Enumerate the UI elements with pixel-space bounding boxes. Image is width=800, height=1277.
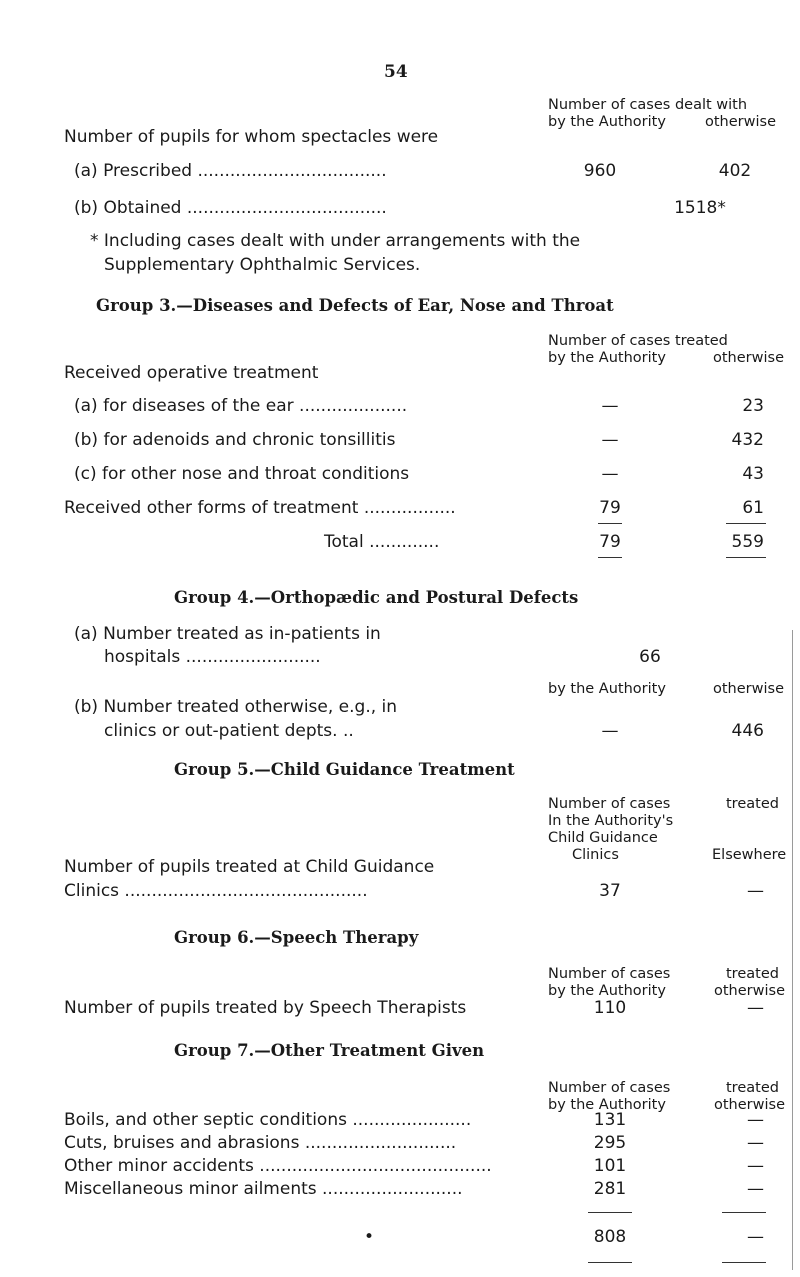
group7-total-otherwise: —	[747, 1227, 764, 1247]
spectacles-row-label: (b) Obtained .....................................	[74, 198, 387, 218]
group7-col-by: by the Authority	[548, 1097, 666, 1113]
group4-b-authority: —	[601, 721, 619, 741]
spectacles-footnote: * Including cases dealt with under arrangements with the	[90, 231, 581, 251]
spectacles-row-authority: 1518*	[674, 198, 726, 218]
group4-b-label: (b) Number treated otherwise, e.g., in	[74, 697, 398, 717]
group7-row-authority: 295	[593, 1133, 627, 1153]
group6-col-by: by the Authority	[548, 983, 666, 999]
group7-row-label: Other minor accidents ...........................................	[64, 1156, 492, 1176]
group7-row-otherwise: —	[747, 1110, 764, 1130]
spectacles-row-authority: 960	[583, 161, 617, 181]
group3-row-otherwise: 432	[731, 430, 764, 450]
group7-total-marker: •	[364, 1227, 375, 1247]
group7-row-authority: 131	[593, 1110, 627, 1130]
spectacles-col-otherwise: otherwise	[705, 114, 776, 130]
group4-a-label: hospitals .........................	[104, 647, 321, 667]
group6-col-treated: treated	[726, 966, 779, 982]
group6-row-label: Number of pupils treated by Speech Therapists	[64, 998, 467, 1018]
group7-row-otherwise: —	[747, 1156, 764, 1176]
group5-value-elsewhere: —	[747, 881, 764, 901]
group3-total-label: Total .............	[324, 532, 440, 552]
spectacles-footnote: Supplementary Ophthalmic Services.	[104, 255, 421, 275]
group5-row-label: Number of pupils treated at Child Guidance	[64, 857, 435, 877]
group5-heading: Group 5.—Child Guidance Treatment	[174, 760, 515, 779]
group4-a-value: 66	[639, 647, 661, 667]
spectacles-row-otherwise: 402	[718, 161, 752, 181]
spectacles-col-by: by the Authority	[548, 114, 666, 130]
group3-row-label: (a) for diseases of the ear ....................	[74, 396, 408, 416]
group5-col-header: Child Guidance	[548, 830, 658, 846]
group3-rule	[726, 557, 766, 558]
group6-col-otherwise: otherwise	[714, 983, 785, 999]
group5-value-clinics: 37	[599, 881, 621, 901]
group7-row-label: Miscellaneous minor ailments ..........................	[64, 1179, 463, 1199]
group7-row-otherwise: —	[747, 1133, 764, 1153]
group3-total-authority: 79	[599, 532, 621, 552]
group3-row-otherwise: 61	[742, 498, 764, 518]
scan-edge	[792, 630, 793, 1270]
group7-rule	[588, 1212, 632, 1213]
group3-row-authority: —	[601, 464, 619, 484]
group3-rule	[726, 523, 766, 524]
group3-row-authority: 79	[599, 498, 621, 518]
group3-row-label: (b) for adenoids and chronic tonsillitis	[74, 430, 396, 450]
spectacles-row-title: Number of pupils for whom spectacles were	[64, 127, 439, 147]
group7-rule	[722, 1212, 766, 1213]
group7-rule	[588, 1262, 632, 1263]
group7-col-treated: treated	[726, 1080, 779, 1096]
group7-row-authority: 101	[593, 1156, 627, 1176]
group5-row-label: Clinics .............................................	[64, 881, 368, 901]
group3-rule	[598, 523, 622, 524]
group3-col-otherwise: otherwise	[713, 350, 784, 366]
group3-rule	[598, 557, 622, 558]
spectacles-row-label: (a) Prescribed ...................................	[74, 161, 387, 181]
group7-rule	[722, 1262, 766, 1263]
group6-value-authority: 110	[593, 998, 627, 1018]
group7-row-authority: 281	[593, 1179, 627, 1199]
group7-total-authority: 808	[593, 1227, 627, 1247]
group3-heading: Group 3.—Diseases and Defects of Ear, Nose and Throat	[96, 296, 614, 315]
group4-col-otherwise: otherwise	[713, 681, 784, 697]
group3-operative-title: Received operative treatment	[64, 363, 319, 383]
group4-col-by: by the Authority	[548, 681, 666, 697]
group5-col-header: Clinics	[572, 847, 619, 863]
group3-row-authority: —	[601, 430, 619, 450]
group7-row-label: Cuts, bruises and abrasions ............................	[64, 1133, 457, 1153]
group3-col-header: Number of cases treated	[548, 333, 728, 349]
group3-row-label: Received other forms of treatment .................	[64, 498, 456, 518]
group3-row-otherwise: 43	[742, 464, 764, 484]
group5-col-header: In the Authority's	[548, 813, 674, 829]
group5-col-header: Number of cases	[548, 796, 671, 812]
group3-row-otherwise: 23	[742, 396, 764, 416]
group5-col-elsewhere: Elsewhere	[712, 847, 787, 863]
group7-col-otherwise: otherwise	[714, 1097, 785, 1113]
group6-value-otherwise: —	[747, 998, 764, 1018]
group7-row-otherwise: —	[747, 1179, 764, 1199]
group7-heading: Group 7.—Other Treatment Given	[174, 1041, 485, 1060]
group4-heading: Group 4.—Orthopædic and Postural Defects	[174, 588, 579, 607]
group4-b-label: clinics or out-patient depts. ..	[104, 721, 354, 741]
group3-row-label: (c) for other nose and throat conditions	[74, 464, 410, 484]
group7-col-header: Number of cases	[548, 1080, 671, 1096]
group6-heading: Group 6.—Speech Therapy	[174, 928, 419, 947]
group4-b-otherwise: 446	[731, 721, 764, 741]
group4-a-label: (a) Number treated as in-patients in	[74, 624, 381, 644]
group6-col-header: Number of cases	[548, 966, 671, 982]
group5-col-treated: treated	[726, 796, 779, 812]
group7-row-label: Boils, and other septic conditions ......................	[64, 1110, 472, 1130]
group3-col-by: by the Authority	[548, 350, 666, 366]
group3-total-otherwise: 559	[731, 532, 764, 552]
spectacles-col-header: Number of cases dealt with	[548, 97, 748, 113]
page-number: 54	[384, 62, 408, 82]
group3-row-authority: —	[601, 396, 619, 416]
